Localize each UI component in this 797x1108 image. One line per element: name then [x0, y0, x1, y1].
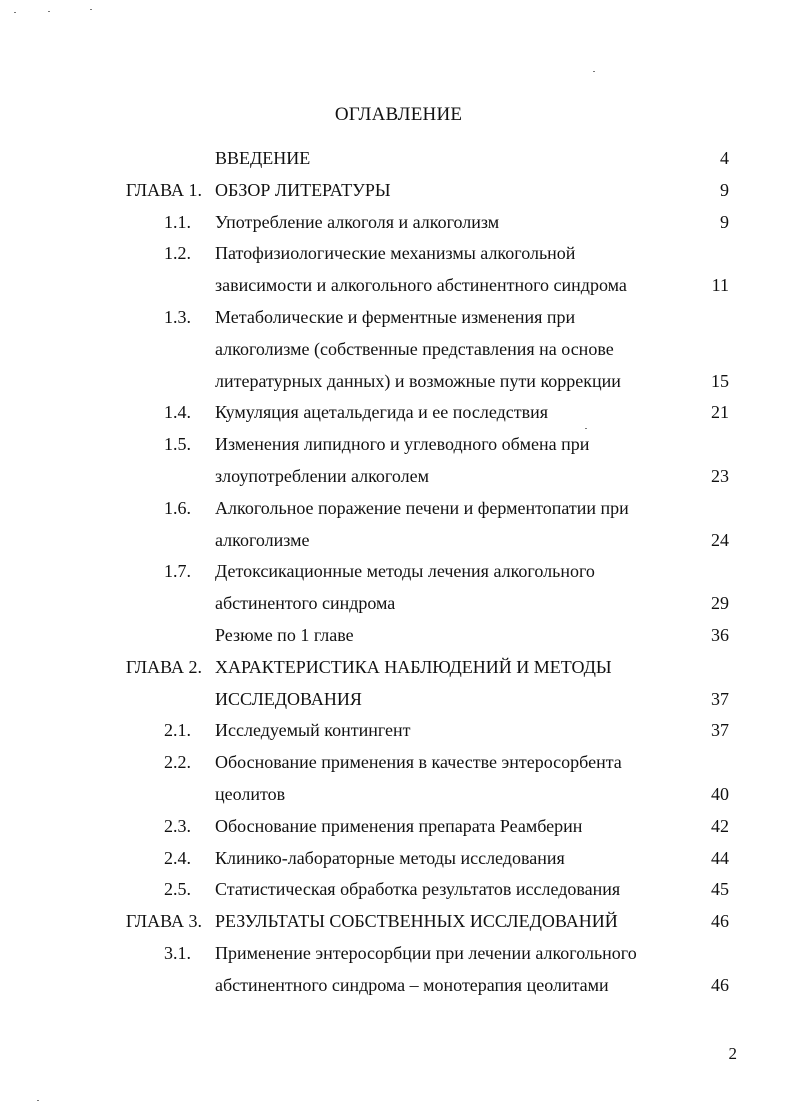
toc-entry-line	[0, 687, 797, 711]
toc-entry-text: Обоснование применения препарата Реамберин	[215, 816, 583, 836]
toc-entry-text: ВВЕДЕНИЕ	[215, 148, 311, 168]
toc-entry-page: 46	[711, 975, 729, 995]
toc-entry-label: ГЛАВА 1.	[125, 180, 202, 200]
toc-entry-label: 2.5.	[164, 879, 191, 899]
toc-entry-line	[0, 941, 797, 965]
toc-entry-page: 9	[720, 180, 729, 200]
toc-entry-text: цеолитов	[215, 784, 286, 804]
toc-entry-label: 1.1.	[164, 212, 191, 232]
toc-chapter-line	[0, 655, 797, 679]
toc-entry-line	[0, 591, 797, 615]
toc-entry-page: 46	[711, 911, 729, 931]
toc-entry-page: 29	[711, 593, 729, 613]
toc-entry-label: 1.7.	[164, 561, 191, 581]
toc-entry-page: 9	[720, 212, 729, 232]
toc-entry-label: ГЛАВА 2.	[125, 657, 202, 677]
toc-entry-text: Резюме по 1 главе	[215, 625, 354, 645]
toc-chapter-line	[0, 178, 797, 202]
toc-entry-text: ХАРАКТЕРИСТИКА НАБЛЮДЕНИЙ И МЕТОДЫ	[215, 657, 612, 677]
toc-entry-text: Применение энтеросорбции при лечении алкогольного	[215, 943, 637, 963]
toc-entry-line	[0, 210, 797, 234]
toc-entry-page: 23	[711, 466, 729, 486]
toc-entry-page: 36	[711, 625, 729, 645]
toc-title: ОГЛАВЛЕНИЕ	[334, 104, 463, 125]
toc-entry-line	[0, 432, 797, 456]
toc-entry-line	[0, 877, 797, 901]
toc-entry-text: Кумуляция ацетальдегида и ее последствия	[215, 402, 549, 422]
toc-entry-page: 42	[711, 816, 729, 836]
toc-entry-label: ГЛАВА 3.	[125, 911, 202, 931]
scan-speck	[14, 12, 16, 13]
toc-entry-line	[0, 973, 797, 997]
toc-entry-page: 37	[711, 689, 729, 709]
toc-entry-text: Клинико-лабораторные методы исследования	[215, 848, 565, 868]
toc-entry-label: 1.5.	[164, 434, 191, 454]
toc-entry-text: зависимости и алкогольного абстинентного синдрома	[215, 275, 627, 295]
toc-entry-page: 4	[720, 148, 729, 168]
toc-entry-line	[0, 623, 797, 647]
toc-entry-page: 21	[711, 402, 729, 422]
toc-entry-label: 1.2.	[164, 243, 191, 263]
toc-entry-text: ОБЗОР ЛИТЕРАТУРЫ	[215, 180, 391, 200]
toc-entry-label: 2.1.	[164, 720, 191, 740]
toc-entry-line	[0, 496, 797, 520]
scan-speck	[37, 1100, 39, 1101]
toc-entry-page: 45	[711, 879, 729, 899]
scan-speck	[48, 11, 50, 12]
toc-entry-line	[0, 241, 797, 265]
toc-entry-line	[0, 846, 797, 870]
toc-entry-text: Детоксикационные методы лечения алкогольного	[215, 561, 595, 581]
toc-entry-page: 44	[711, 848, 729, 868]
scan-speck	[593, 71, 595, 72]
toc-entry-line	[0, 337, 797, 361]
toc-entry-text: Изменения липидного и углеводного обмена при	[215, 434, 590, 454]
toc-entry-label: 1.3.	[164, 307, 191, 327]
toc-entry-text: Употребление алкоголя и алкоголизм	[215, 212, 500, 232]
toc-entry-text: ИССЛЕДОВАНИЯ	[215, 689, 362, 709]
toc-entry-page: 24	[711, 530, 729, 550]
toc-entry-text: Статистическая обработка результатов исследования	[215, 879, 621, 899]
toc-entry-text: литературных данных) и возможные пути коррекции	[215, 371, 621, 391]
toc-entry-text: Исследуемый контингент	[215, 720, 411, 740]
toc-entry-line	[0, 369, 797, 393]
toc-entry-line	[0, 718, 797, 742]
scan-speck	[585, 428, 587, 429]
toc-entry-line	[0, 273, 797, 297]
toc-entry-label: 2.4.	[164, 848, 191, 868]
toc-entry-label: 1.4.	[164, 402, 191, 422]
page-number: 2	[728, 1044, 737, 1063]
toc-entry-text: РЕЗУЛЬТАТЫ СОБСТВЕННЫХ ИССЛЕДОВАНИЙ	[215, 911, 618, 931]
toc-entry-text: Обоснование применения в качестве энтеросорбента	[215, 752, 622, 772]
toc-entry-line	[0, 750, 797, 774]
toc-entry-text: абстинентного синдрома – монотерапия цеолитами	[215, 975, 609, 995]
toc-entry-line	[0, 528, 797, 552]
toc-chapter-line	[0, 909, 797, 933]
toc-entry-line	[0, 305, 797, 329]
toc-entry-text: абстинентого синдрома	[215, 593, 396, 613]
toc-entry-page: 37	[711, 720, 729, 740]
toc-entry-line	[0, 782, 797, 806]
toc-entry-page: 40	[711, 784, 729, 804]
toc-entry-line	[0, 464, 797, 488]
toc-entry-line	[0, 400, 797, 424]
toc-entry-text: Метаболические и ферментные изменения при	[215, 307, 576, 327]
toc-entry-line	[0, 146, 797, 170]
toc-entry-line	[0, 559, 797, 583]
toc-entry-label: 2.2.	[164, 752, 191, 772]
toc-entry-text: злоупотреблении алкоголем	[215, 466, 429, 486]
toc-entry-label: 1.6.	[164, 498, 191, 518]
toc-entry-page: 11	[711, 275, 729, 295]
toc-entry-label: 2.3.	[164, 816, 191, 836]
toc-entry-text: Алкогольное поражение печени и ферментопатии при	[215, 498, 629, 518]
toc-entry-label: 3.1.	[164, 943, 191, 963]
toc-entry-page: 15	[711, 371, 729, 391]
scan-speck	[90, 9, 92, 10]
toc-entry-text: Патофизиологические механизмы алкогольной	[215, 243, 576, 263]
toc-entry-text: алкоголизме (собственные представления на основе	[215, 339, 614, 359]
toc-entry-text: алкоголизме	[215, 530, 310, 550]
toc-entry-line	[0, 814, 797, 838]
